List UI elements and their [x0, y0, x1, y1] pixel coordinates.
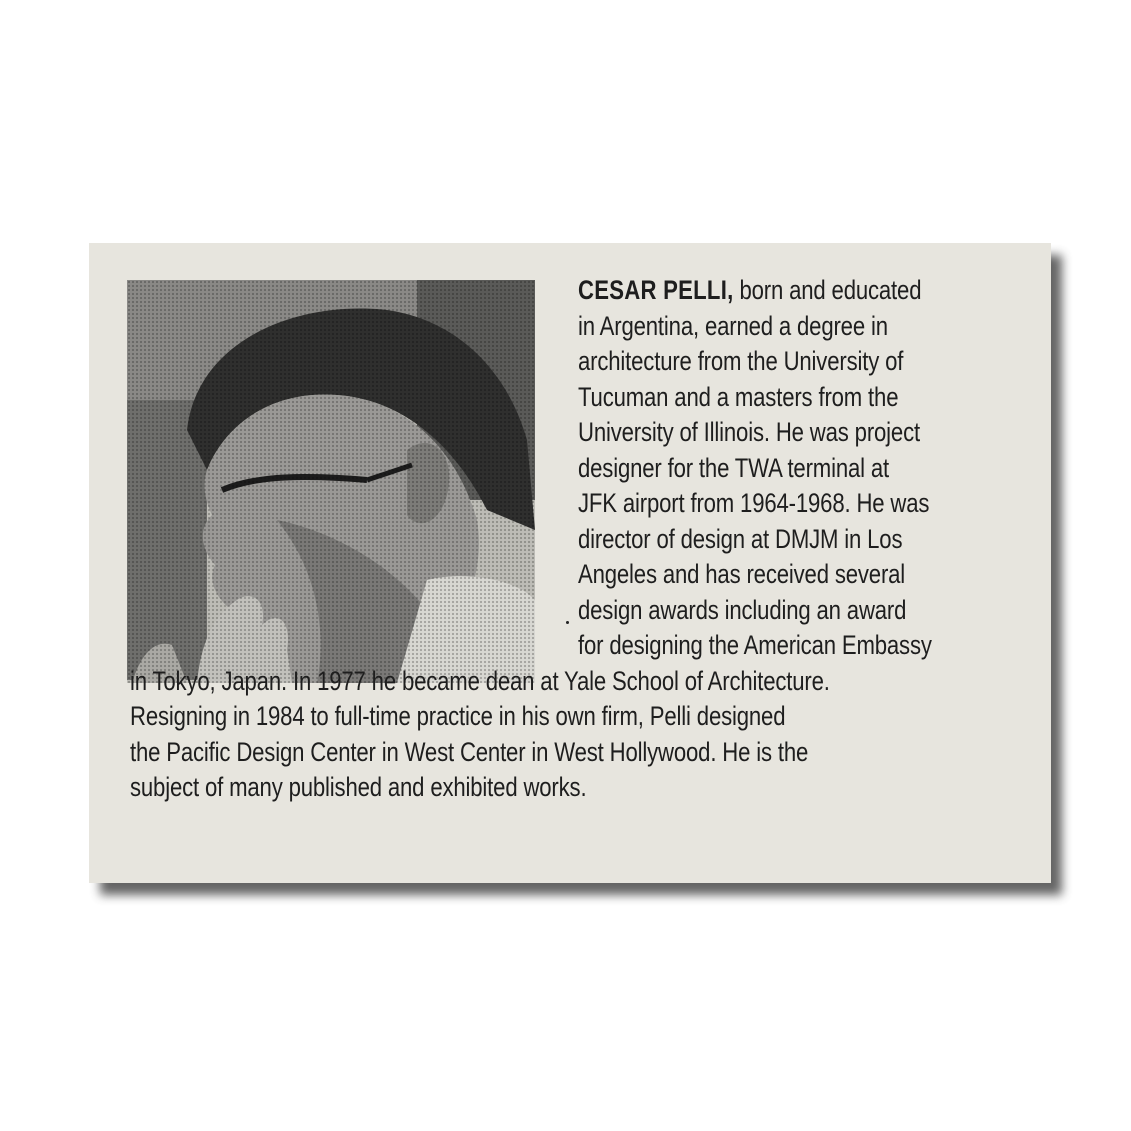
- bio-line-13: Resigning in 1984 to full-time practice in his own firm, Pelli designed: [130, 701, 786, 731]
- bio-line-3: architecture from the University of: [578, 346, 904, 376]
- bio-line-1: [578, 273, 921, 309]
- bio-name: CESAR PELLI,: [578, 275, 734, 305]
- bio-line-2: in Argentina, earned a degree in: [578, 310, 888, 341]
- speck-mark: [566, 621, 569, 624]
- bio-line-9: Angeles and has received several: [578, 559, 906, 589]
- bio-line-7: JFK airport from 1964-1968. He was: [578, 488, 930, 518]
- bio-card: [89, 243, 1051, 883]
- bio-line-11: for designing the American Embassy: [578, 630, 932, 660]
- bio-line-12: in Tokyo, Japan. In 1977 he became dean at Yale School of Architecture.: [130, 665, 830, 696]
- bio-line-6: designer for the TWA terminal at: [578, 452, 890, 483]
- bio-line-14: the Pacific Design Center in West Center in West Hollywood. He is the: [130, 736, 809, 767]
- bio-line-8: director of design at DMJM in Los: [578, 523, 903, 554]
- bio-line-1-text: born and educated: [733, 275, 922, 305]
- bio-line-4: Tucuman and a masters from the: [578, 381, 899, 412]
- portrait-image: [127, 280, 535, 683]
- bio-line-5: University of Illinois. He was project: [578, 417, 920, 447]
- bio-line-15: subject of many published and exhibited works.: [130, 772, 587, 802]
- bio-line-10: design awards including an award: [578, 594, 907, 625]
- portrait-photo: [127, 280, 535, 683]
